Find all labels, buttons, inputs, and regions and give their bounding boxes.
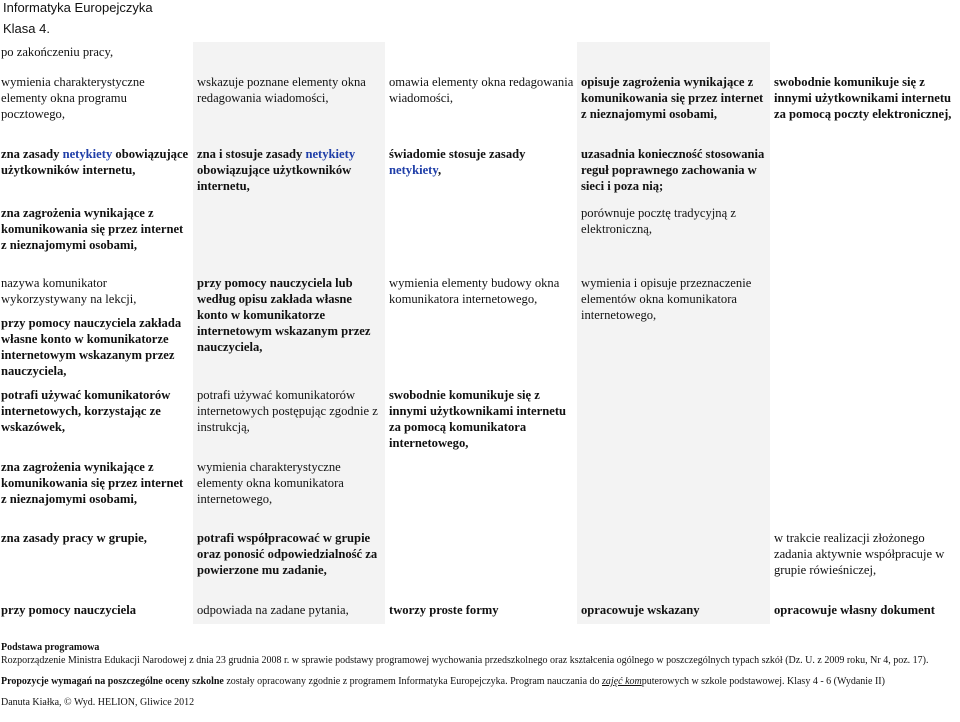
r3c2-c: obowiązujące użytkowników internetu, [197, 163, 352, 193]
cell-r7-c4 [577, 457, 770, 528]
cell-r3-c1 [0, 144, 193, 203]
table-row [0, 42, 960, 72]
cell-r6-c1-text: potrafi używać komunikatorów internetowych, korzystając ze wskazówek, [1, 388, 171, 434]
cell-r1-c4 [577, 42, 770, 72]
cell-r3-c5 [770, 144, 960, 203]
table-row [0, 273, 960, 385]
cell-r8-c4 [577, 528, 770, 600]
cell-r8-c3 [385, 528, 577, 600]
cell-r5-c1 [0, 273, 193, 385]
cell-r1-c2 [193, 42, 385, 72]
cell-r8-c5: w trakcie realizacji złożonego zadania aktywnie współpracuje w grupie rówieśniczej, [770, 528, 960, 600]
table-row [0, 203, 960, 273]
cell-r6-c2: potrafi używać komunikatorów internetowych postępując zgodnie z instrukcją, [193, 385, 385, 457]
cell-r2-c5-text: swobodnie komunikuje się z innymi użytkownikami internetu za pomocą poczty elektronicznej, [774, 75, 952, 121]
cell-r5-c2 [193, 273, 385, 385]
cell-r3-c4 [577, 144, 770, 203]
class-label: Klasa 4. [3, 21, 50, 36]
cell-r9-c1 [0, 600, 193, 624]
r3c1-c: obowiązujące użytkowników internetu, [1, 147, 189, 177]
cell-r6-c3 [385, 385, 577, 457]
cell-r9-c2: odpowiada na zadane pytania, [193, 600, 385, 624]
table-row [0, 528, 960, 600]
footer-proposal-text2: puterowych w szkole podstawowej. Klasy 4 - 6 (Wydanie II) [641, 676, 885, 687]
r3c3-c: , [437, 163, 442, 177]
cell-r4-c2 [193, 203, 385, 273]
cell-r1-c5 [770, 42, 960, 72]
cell-r2-c5 [770, 72, 960, 144]
cell-r7-c2: wymienia charakterystyczne elementy okna komunikatora internetowego, [193, 457, 385, 528]
cell-r7-c5 [770, 457, 960, 528]
cell-r4-c1 [0, 203, 193, 273]
footer-proposal-italic: zajęć kom [602, 676, 642, 687]
cell-r9-c5 [770, 600, 960, 624]
r3c3-netykiety: netykiety [389, 163, 438, 177]
table-row [0, 385, 960, 457]
cell-r7-c3 [385, 457, 577, 528]
document-title: Informatyka Europejczyka [3, 0, 153, 15]
cell-r8-c1-text: zna zasady pracy w grupie, [1, 531, 147, 545]
table-row [0, 600, 960, 624]
footer-proposal-bold: Propozycje wymagań na poszczególne oceny szkolne [1, 676, 224, 687]
cell-r8-c2 [193, 528, 385, 600]
cell-r5-c3: wymienia elementy budowy okna komunikatora internetowego, [385, 273, 577, 385]
requirements-table [0, 42, 960, 624]
cell-r3-c3 [385, 144, 577, 203]
cell-r1-c1: po zakończeniu pracy, [0, 42, 193, 72]
cell-r4-c1-text: zna zagrożenia wynikające z komunikowania się przez internet z nieznajomymi osobami, [1, 206, 184, 252]
cell-r2-c1: wymienia charakterystyczne elementy okna programu pocztowego, [0, 72, 193, 144]
cell-r7-c1-text: zna zagrożenia wynikające z komunikowania się przez internet z nieznajomymi osobami, [1, 460, 184, 506]
cell-r6-c3-text: swobodnie komunikuje się z innymi użytkownikami internetu za pomocą komunikatora internetowego, [389, 388, 567, 450]
footer-author: Danuta Kiałka, © Wyd. HELION, Gliwice 2012 [1, 697, 195, 708]
cell-r9-c3 [385, 600, 577, 624]
cell-r5-c4: wymienia i opisuje przeznaczenie elementów okna komunikatora internetowego, [577, 273, 770, 385]
cell-r9-c3-text: tworzy proste formy [389, 603, 499, 617]
table-row [0, 144, 960, 203]
cell-r9-c4-text: opracowuje wskazany [581, 603, 700, 617]
cell-r2-c3: omawia elementy okna redagowania wiadomości, [385, 72, 577, 144]
r3c2-netykiety: netykiety [305, 147, 356, 161]
footer-heading: Podstawa programowa [1, 642, 100, 653]
cell-r2-c2: wskazuje poznane elementy okna redagowania wiadomości, [193, 72, 385, 144]
r5c1-a: nazywa komunikator wykorzystywany na lekcji, [1, 276, 137, 306]
cell-r8-c1 [0, 528, 193, 600]
table-row [0, 457, 960, 528]
footer-proposal-text1: zostały opracowany zgodnie z programem Informatyka Europejczyka. Program nauczania do [223, 676, 603, 687]
footer-proposal [1, 675, 958, 688]
cell-r4-c5 [770, 203, 960, 273]
cell-r4-c3 [385, 203, 577, 273]
cell-r4-c4: porównuje pocztę tradycyjną z elektroniczną, [577, 203, 770, 273]
cell-r1-c3 [385, 42, 577, 72]
table-row [0, 72, 960, 144]
cell-r3-c2 [193, 144, 385, 203]
cell-r7-c1 [0, 457, 193, 528]
cell-r2-c4-text: opisuje zagrożenia wynikające z komunikowania się przez internet z nieznajomymi osobami, [581, 75, 764, 121]
cell-r9-c1-text: przy pomocy nauczyciela [1, 603, 137, 617]
cell-r9-c5-text: opracowuje własny dokument [774, 603, 935, 617]
cell-r9-c4 [577, 600, 770, 624]
r3c2-a: zna i stosuje zasady [197, 147, 306, 161]
cell-r8-c2-text: potrafi współpracować w grupie oraz ponosić odpowiedzialność za powierzone mu zadanie, [197, 531, 378, 577]
footer [1, 627, 958, 709]
r3c3-a: świadomie stosuje zasady [389, 147, 526, 161]
cell-r3-c4-text: uzasadnia konieczność stosowania reguł poprawnego zachowania w sieci i poza nią; [581, 147, 765, 193]
cell-r5-c5 [770, 273, 960, 385]
cell-r6-c1 [0, 385, 193, 457]
cell-r2-c4 [577, 72, 770, 144]
cell-r6-c5 [770, 385, 960, 457]
r5c1-b: przy pomocy nauczyciela zakłada własne konto w komunikatorze internetowym wskazanym przez nauczyciela, [1, 316, 182, 378]
cell-r5-c2-text: przy pomocy nauczyciela lub według opisu zakłada własne konto w komunikatorze internetowym wskazanym przez nauczyciela, [197, 276, 371, 354]
cell-r6-c4 [577, 385, 770, 457]
footer-regulation: Rozporządzenie Ministra Edukacji Narodowej z dnia 23 grudnia 2008 r. w sprawie podstawy programowej wychowania przedszkolnego oraz kształcenia ogólnego w poszczególnych typach szkół (Dz. U. z 2009 roku, Nr 4, poz. 17). [1, 655, 929, 666]
r3c1-a: zna zasady [1, 147, 63, 161]
r3c1-netykiety: netykiety [62, 147, 113, 161]
